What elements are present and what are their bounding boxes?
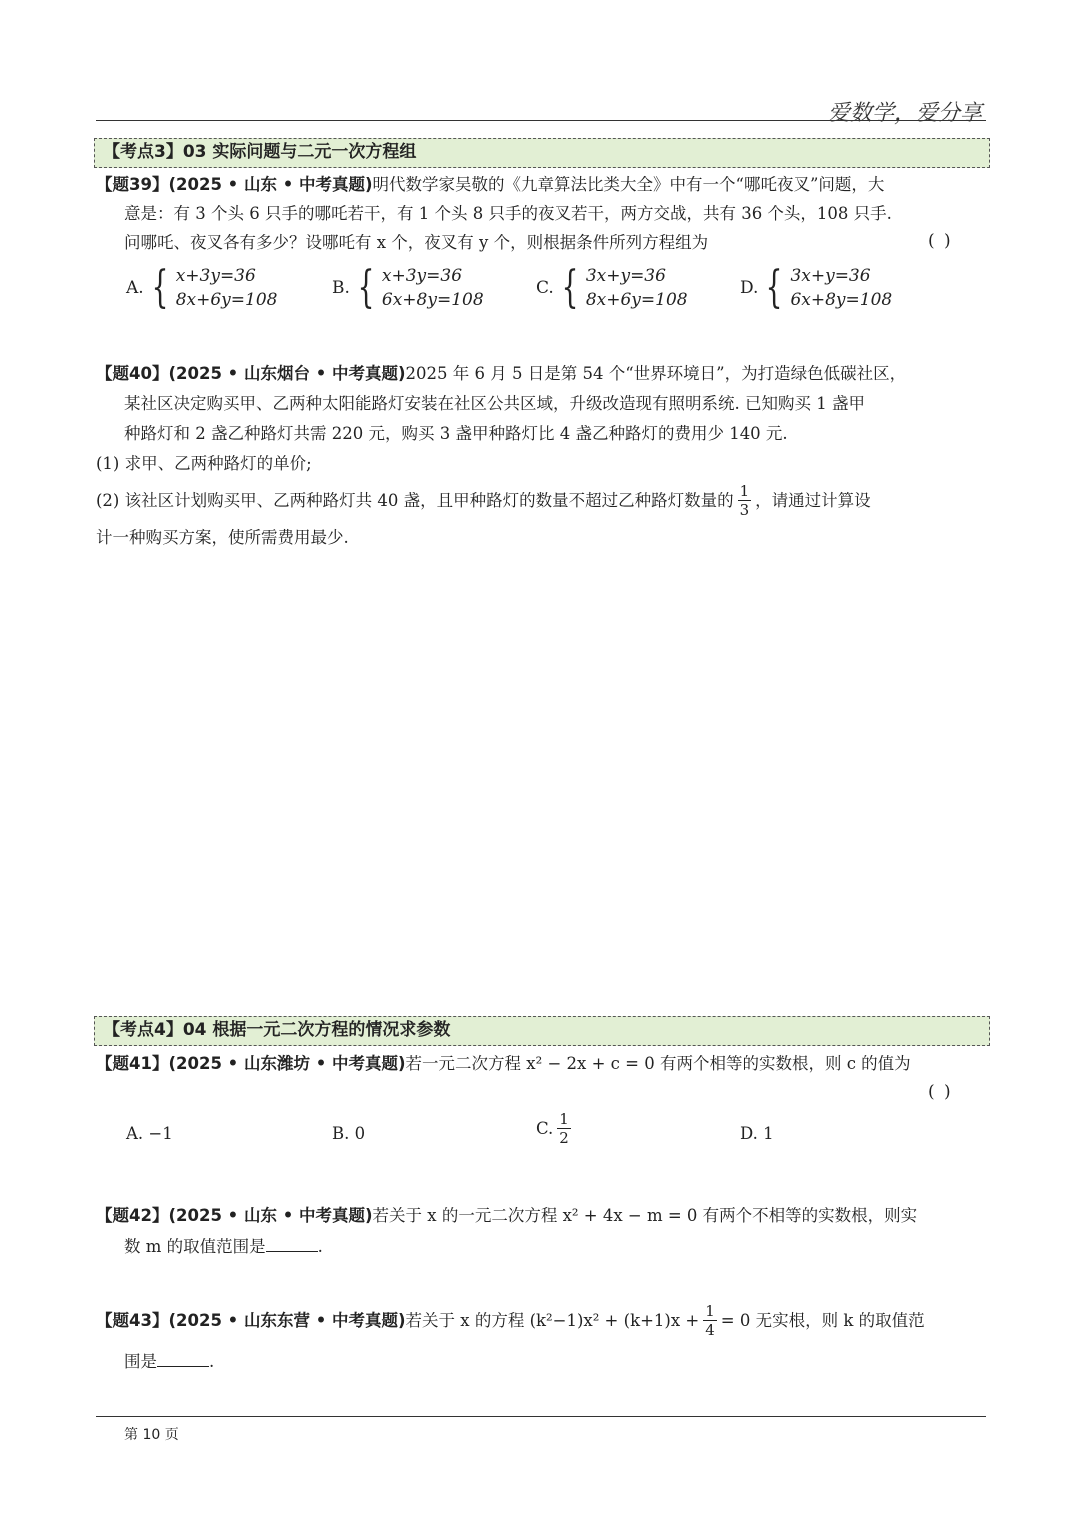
equation: 3x+y=36 <box>585 266 666 286</box>
option-letter: B. <box>332 278 350 298</box>
q42-source: (2025 • 山东 • 中考真题) <box>168 1206 373 1225</box>
q41-option-b: B. 0 <box>332 1124 366 1143</box>
q40-part2-text-end: ，请通过计算设 <box>755 490 871 510</box>
brace-glyph: { <box>151 262 169 313</box>
q41-option-d: D. 1 <box>740 1124 774 1143</box>
answer-blank[interactable] <box>157 1350 209 1367</box>
fraction <box>703 1302 717 1339</box>
header-slogan: 爱数学，爱分享 <box>827 101 982 126</box>
brace-glyph: { <box>357 262 375 313</box>
footer-rule <box>96 1416 986 1417</box>
q39-option-a <box>126 264 277 312</box>
q40-text-1: 2025 年 6 月 5 日是第 54 个“世界环境日”，为打造绿色低碳社区， <box>405 364 907 383</box>
equation-system <box>586 264 688 312</box>
q42-text-1: 若关于 x 的一元二次方程 x² + 4x − m = 0 有两个不相等的实数根，则实 <box>372 1206 918 1225</box>
q39-option-b <box>332 264 484 312</box>
q43-text-1-end: = 0 无实根，则 k 的取值范 <box>720 1310 925 1330</box>
equation: 6x+8y=108 <box>790 290 893 310</box>
fraction-denominator: 2 <box>559 1129 569 1147</box>
q42-period: . <box>317 1237 323 1256</box>
equation: 8x+6y=108 <box>175 290 278 310</box>
q40-part2 <box>96 482 871 519</box>
option-letter: D. <box>740 278 759 298</box>
section-title-3: 【考点3】03 实际问题与二元一次方程组 <box>94 138 990 168</box>
option-letter: A. <box>126 278 144 298</box>
fraction-numerator: 1 <box>739 482 750 500</box>
header-rule <box>96 120 986 121</box>
q41-label: 【题41】 <box>96 1054 169 1073</box>
q40-part1: (1) 求甲、乙两种路灯的单价; <box>96 454 312 473</box>
q40-line2: 某社区决定购买甲、乙两种太阳能路灯安装在社区公共区域，升级改造现有照明系统. 已知购买 1 盏甲 <box>124 394 865 413</box>
brace-glyph: { <box>561 262 579 313</box>
q40-label: 【题40】 <box>96 364 169 383</box>
q41-source: (2025 • 山东潍坊 • 中考真题) <box>168 1054 406 1073</box>
q40-part2-text: (2) 该社区计划购买甲、乙两种路灯共 40 盏，且甲种路灯的数量不超过乙种路灯数量的 <box>96 490 734 510</box>
equation: 8x+6y=108 <box>585 290 688 310</box>
answer-blank[interactable] <box>266 1235 318 1252</box>
q43-source: (2025 • 山东东营 • 中考真题) <box>168 1310 406 1330</box>
q39-answer-paren: ( ) <box>928 231 953 251</box>
q43-line2 <box>124 1350 214 1374</box>
fraction-denominator: 4 <box>705 1321 715 1339</box>
q41-text: 若一元二次方程 x² − 2x + c = 0 有两个相等的实数根，则 c 的值为 <box>405 1054 911 1073</box>
q43-line1 <box>96 1302 925 1339</box>
q41-option-c <box>536 1110 575 1147</box>
q42-text-2: 数 m 的取值范围是 <box>124 1237 266 1256</box>
q39-line3: 问哪吒、夜叉各有多少？设哪吒有 x 个，夜叉有 y 个，则根据条件所列方程组为 <box>124 233 709 252</box>
q41-answer-paren: ( ) <box>928 1082 953 1102</box>
q40-part2-cont: 计一种购买方案，使所需费用最少. <box>96 528 349 547</box>
q39-label: 【题39】 <box>96 175 169 194</box>
page-number: 第 10 页 <box>124 1427 179 1443</box>
q41-option-a: A. −1 <box>126 1124 173 1143</box>
fraction-denominator: 3 <box>739 501 750 519</box>
section-title-4: 【考点4】04 根据一元二次方程的情况求参数 <box>94 1016 990 1046</box>
fraction-numerator: 1 <box>705 1302 715 1320</box>
equation-system <box>790 264 892 312</box>
q43-period: . <box>209 1352 215 1371</box>
q40-line3: 种路灯和 2 盏乙种路灯共需 220 元，购买 3 盏甲种路灯比 4 盏乙种路灯的费用少 140 元. <box>124 424 788 443</box>
equation: x+3y=36 <box>175 266 256 286</box>
option-letter: C. <box>536 278 554 298</box>
option-letter: C. <box>536 1118 554 1138</box>
q42-label: 【题42】 <box>96 1206 169 1225</box>
q39-text-1: 明代数学家吴敬的《九章算法比类大全》中有一个“哪吒夜叉”问题，大 <box>372 175 885 194</box>
q43-label: 【题43】 <box>96 1310 169 1330</box>
q39-line1 <box>96 173 884 197</box>
equation: 3x+y=36 <box>790 266 871 286</box>
q42-line2 <box>124 1235 323 1259</box>
q42-line1 <box>96 1204 917 1228</box>
brace-glyph: { <box>766 262 783 313</box>
fraction-numerator: 1 <box>559 1110 569 1128</box>
q40-source: (2025 • 山东烟台 • 中考真题) <box>168 364 406 383</box>
equation: x+3y=36 <box>381 266 463 286</box>
q39-source: (2025 • 山东 • 中考真题) <box>168 175 373 194</box>
equation: 6x+8y=108 <box>381 290 484 310</box>
q40-line1 <box>96 362 906 386</box>
q43-text-1: 若关于 x 的方程 (k²−1)x² + (k+1)x + <box>405 1310 700 1330</box>
equation-system <box>176 264 278 312</box>
fraction <box>738 482 752 519</box>
q39-option-c <box>536 264 688 312</box>
equation-system <box>382 264 484 312</box>
q43-text-2: 围是 <box>124 1352 157 1371</box>
q41-line1 <box>96 1052 911 1076</box>
q39-option-d <box>740 264 892 312</box>
q39-line2: 意是：有 3 个头 6 只手的哪吒若干，有 1 个头 8 只手的夜叉若干，两方交战，共有 36 个头，108 只手. <box>124 204 892 223</box>
fraction <box>557 1110 571 1147</box>
